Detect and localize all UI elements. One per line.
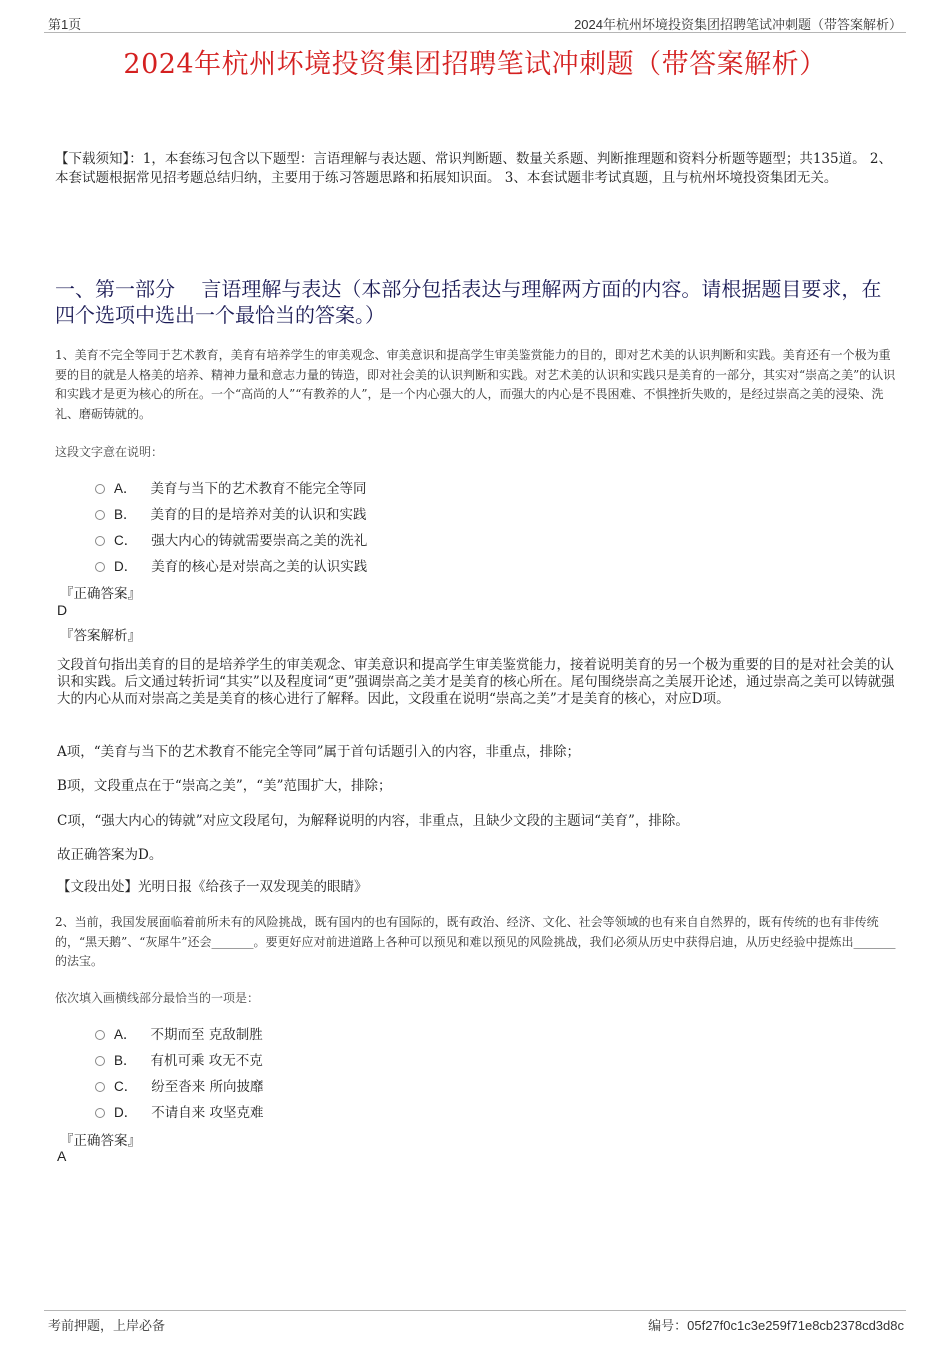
radio-icon[interactable] [95, 562, 105, 572]
question-2-option-b[interactable] [95, 1049, 263, 1069]
radio-icon[interactable] [95, 510, 105, 520]
download-notice: 【下载须知】：1，本套练习包含以下题型：言语理解与表达题、常识判断题、数量关系题、判断推理题和资料分析题等题型；共135道。 2、本套试题根据常见招考题总结归纳，主要用于练习答题思路和拓展知识面。 3、本套试题非考试真题，且与杭州坏境投资集团无关。 [55, 151, 892, 186]
question-1-option-c[interactable] [95, 529, 367, 549]
radio-icon[interactable] [95, 1082, 105, 1092]
question-1-note-a: A项，“美育与当下的艺术教育不能完全等同”属于首句话题引入的内容，非重点，排除； [57, 744, 581, 760]
footer-doc-id: 编号：05f27f0c1c3e259f71e8cb2378cd3d8c [648, 1318, 904, 1333]
option-letter: A． [114, 1027, 137, 1042]
option-text: 强大内心的铸就需要崇高之美的洗礼 [151, 533, 368, 549]
option-letter: B． [114, 1053, 137, 1068]
option-letter: D． [114, 1105, 138, 1120]
page-title: 2024年杭州坏境投资集团招聘笔试冲刺题（带答案解析） [123, 49, 827, 80]
option-letter: D． [114, 559, 138, 574]
option-text: 纷至沓来 所向披靡 [151, 1079, 264, 1095]
radio-icon[interactable] [95, 1030, 105, 1040]
question-1-analysis-label: 『答案解析』 [60, 628, 141, 644]
option-text: 美育的核心是对崇高之美的认识实践 [151, 559, 368, 575]
header-divider [44, 32, 906, 33]
question-1-option-b[interactable] [95, 503, 367, 523]
option-letter: C． [114, 533, 138, 548]
option-letter: B． [114, 507, 137, 522]
question-1-analysis: 文段首句指出美育的目的是培养学生的审美观念、审美意识和提高学生审美鉴赏能力，接着说明美育的另一个极为重要的目的是对社会美的认识和实践。后文通过转折词“其实”以及程度词“更”强调崇高之美才是美育的核心所在。尾句围绕崇高之美展开论述，通过崇高之美可以铸就强大的内心从而对崇高之美是美育的核心进行了解释。因此，文段重在说明“崇高之美”才是美育的核心，对应D项。 [57, 657, 895, 707]
footer-slogan: 考前押题，上岸必备 [48, 1318, 166, 1333]
option-text: 不期而至 克敌制胜 [150, 1027, 263, 1043]
page-number: 第1页 [48, 17, 82, 32]
question-1-conclusion: 故正确答案为D。 [57, 847, 163, 863]
option-text: 美育与当下的艺术教育不能完全等同 [150, 481, 367, 497]
question-1-prompt: 这段文字意在说明： [55, 445, 164, 459]
question-2-answer-label: 『正确答案』 [60, 1133, 141, 1149]
question-1-source: 【文段出处】光明日报《给孩子一双发现美的眼睛》 [57, 879, 368, 895]
option-letter: C． [114, 1079, 138, 1094]
option-text: 有机可乘 攻无不克 [150, 1053, 263, 1069]
question-2-prompt: 依次填入画横线部分最恰当的一项是： [55, 991, 260, 1005]
radio-icon[interactable] [95, 1108, 105, 1118]
section-heading: 一、第一部分 言语理解与表达（本部分包括表达与理解两方面的内容。请根据题目要求，在四个选项中选出一个最恰当的答案。） [55, 277, 882, 327]
header-doc-title: 2024年杭州坏境投资集团招聘笔试冲刺题（带答案解析） [574, 17, 902, 32]
question-2-option-c[interactable] [95, 1075, 264, 1095]
question-1-option-d[interactable] [95, 555, 367, 575]
question-2-stem: 2、当前，我国发展面临着前所未有的风险挑战，既有国内的也有国际的，既有政治、经济、文化、社会等领域的也有来自自然界的，既有传统的也有非传统的，“黑天鹅”、“灰犀牛”还会_______。要更好应对前进道路上各种可以预见和难以预见的风险挑战，我们必须从历史中获得启迪，从历史经验中提炼出_______的法宝。 [55, 915, 896, 968]
question-1-note-c: C项，“强大内心的铸就”对应文段尾句，为解释说明的内容，非重点，且缺少文段的主题词“美育”，排除。 [57, 813, 689, 829]
question-1-stem: 1、美育不完全等同于艺术教育，美育有培养学生的审美观念、审美意识和提高学生审美鉴赏能力的目的，即对艺术美的认识判断和实践。美育还有一个极为重要的目的就是人格美的培养、精神力量和意志力量的铸造，即对社会美的认识判断和实践。对艺术美的认识和实践只是美育的一部分，其实对“崇高之美”的认识和实践才是更为核心的所在。一个“高尚的人”“有教养的人”，是一个内心强大的人，而强大的内心是不畏困难、不惧挫折失败的，是经过崇高之美的浸染、洗礼、磨砺铸就的。 [55, 348, 896, 421]
question-1-option-a[interactable] [95, 477, 367, 497]
radio-icon[interactable] [95, 536, 105, 546]
option-text: 美育的目的是培养对美的认识和实践 [150, 507, 367, 523]
question-2-option-d[interactable] [95, 1101, 264, 1121]
question-2-answer: A [57, 1148, 67, 1164]
question-1-answer: D [57, 602, 68, 618]
question-1-answer-label: 『正确答案』 [60, 586, 141, 602]
radio-icon[interactable] [95, 1056, 105, 1066]
question-1-note-b: B项，文段重点在于“崇高之美”，“美”范围扩大，排除； [57, 778, 392, 794]
question-2-option-a[interactable] [95, 1023, 263, 1043]
radio-icon[interactable] [95, 484, 105, 494]
option-letter: A． [114, 481, 137, 496]
footer-divider [44, 1310, 906, 1311]
option-text: 不请自来 攻坚克难 [151, 1105, 264, 1121]
